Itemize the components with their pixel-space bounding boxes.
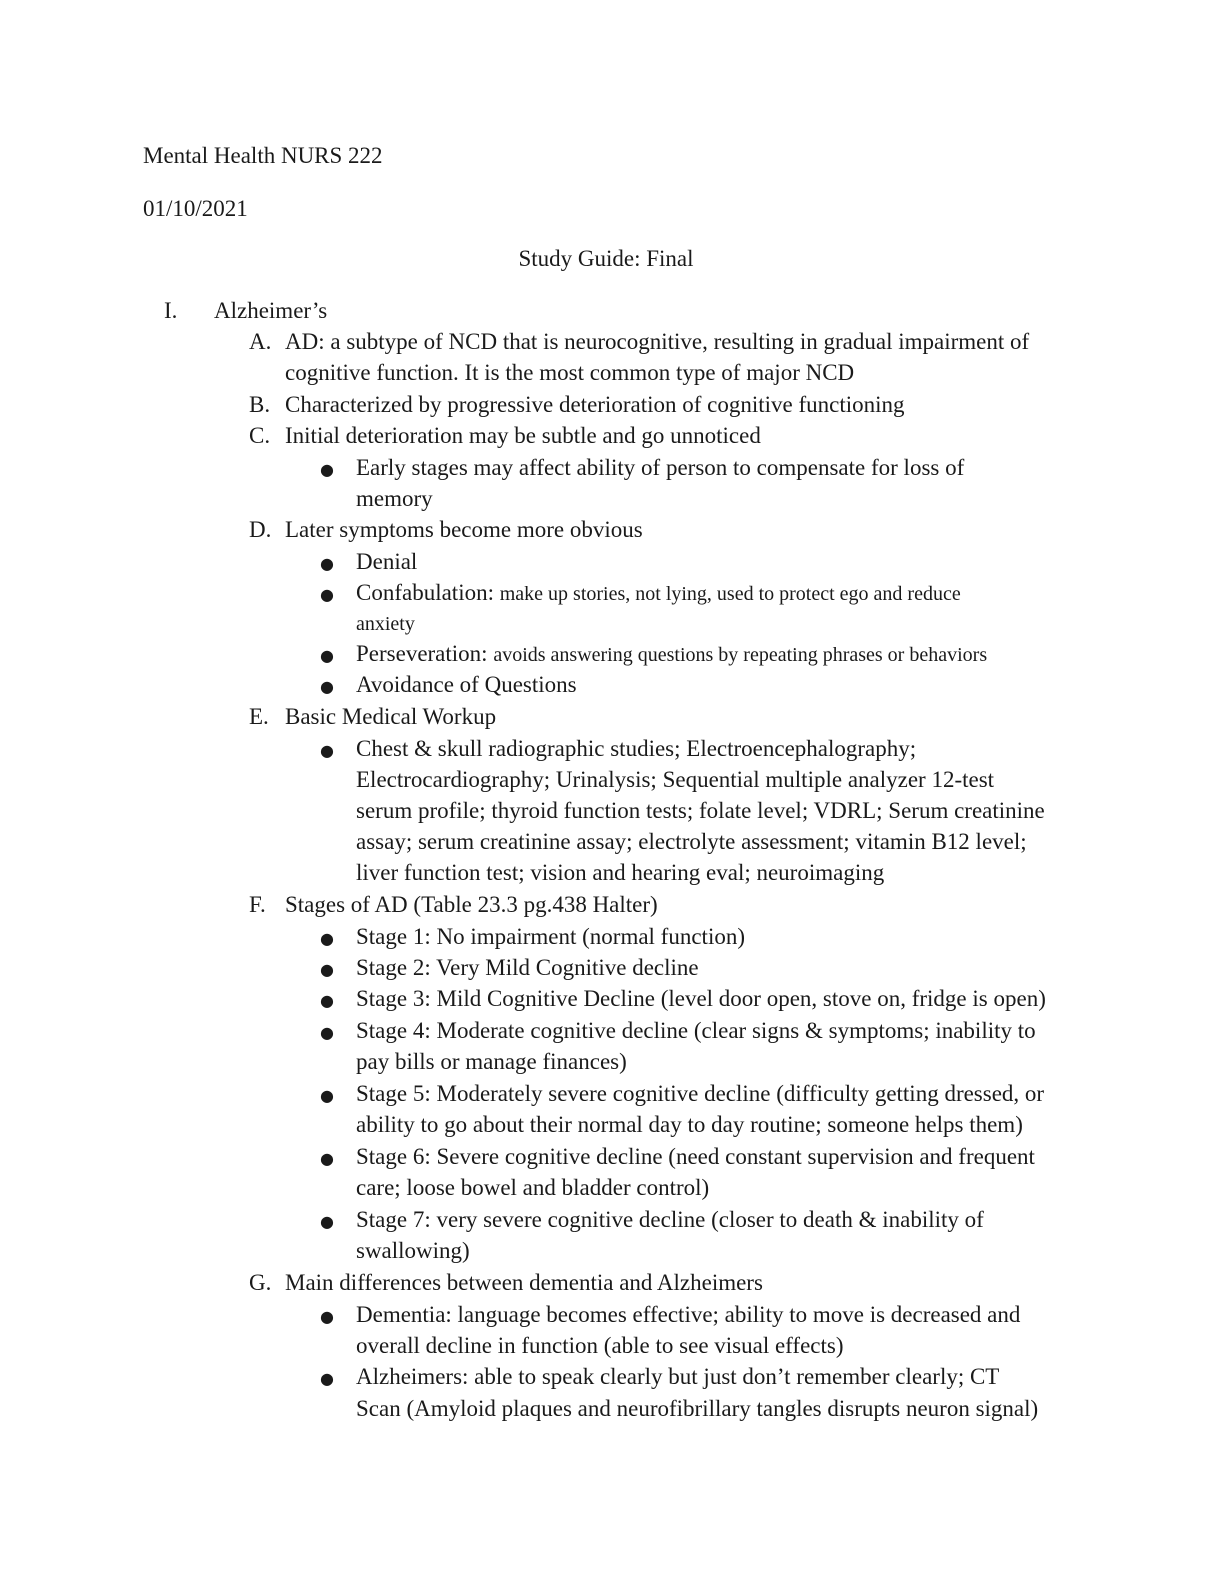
- document-date: 01/10/2021: [143, 196, 248, 221]
- bullet-text-line: [356, 638, 987, 671]
- bullet-text-line: [356, 577, 961, 610]
- item-text-line: Main differences between dementia and Alzheimers: [285, 1270, 763, 1295]
- bullet-glyph: ●: [320, 585, 334, 604]
- bullet-text-line: liver function test; vision and hearing eval; neuroimaging: [356, 860, 885, 885]
- bullet-text-line: memory: [356, 486, 433, 511]
- bullet-text-line: Stage 2: Very Mild Cognitive decline: [356, 955, 699, 980]
- bullet-text-line: overall decline in function (able to see visual effects): [356, 1333, 844, 1358]
- item-text-line: Basic Medical Workup: [285, 704, 497, 729]
- bullet-text-line: assay; serum creatinine assay; electrolyte assessment; vitamin B12 level;: [356, 829, 1027, 854]
- item-text-line: AD: a subtype of NCD that is neurocognitive, resulting in gradual impairment of: [285, 329, 1030, 354]
- bullet-text-line: Stage 7: very severe cognitive decline (closer to death & inability of: [356, 1207, 984, 1232]
- bullet-glyph: ●: [320, 1212, 334, 1231]
- bullet-glyph: ●: [320, 960, 334, 979]
- item-letter: E.: [249, 704, 269, 729]
- item-letter: F.: [249, 892, 266, 917]
- term-description: avoids answering questions by repeating phrases or behaviors: [493, 644, 988, 666]
- term-description: make up stories, not lying, used to protect ego and reduce: [499, 583, 961, 605]
- bullet-glyph: ●: [320, 677, 334, 696]
- bullet-glyph: ●: [320, 460, 334, 479]
- bullet-glyph: ●: [320, 929, 334, 948]
- bullet-text-line: Stage 4: Moderate cognitive decline (clear signs & symptoms; inability to: [356, 1018, 1036, 1043]
- section-number: I.: [164, 298, 178, 323]
- bullet-text-line: Stage 5: Moderately severe cognitive decline (difficulty getting dressed, or: [356, 1081, 1045, 1106]
- bullet-text-line: pay bills or manage finances): [356, 1049, 627, 1074]
- bullet-text-line: swallowing): [356, 1238, 470, 1263]
- document-title: Study Guide: Final: [518, 246, 694, 271]
- bullet-glyph: ●: [320, 554, 334, 573]
- bullet-text-line: Stage 1: No impairment (normal function): [356, 924, 745, 949]
- item-text-line: Later symptoms become more obvious: [285, 517, 643, 542]
- bullet-glyph: ●: [320, 1307, 334, 1326]
- bullet-glyph: ●: [320, 1023, 334, 1042]
- item-letter: D.: [249, 517, 272, 542]
- item-letter: A.: [249, 329, 272, 354]
- bullet-text-line: Chest & skull radiographic studies; Electroencephalography;: [356, 736, 917, 761]
- item-text-line: cognitive function. It is the most common type of major NCD: [285, 360, 855, 385]
- bullet-text-line: Stage 3: Mild Cognitive Decline (level door open, stove on, fridge is open): [356, 986, 1046, 1011]
- bullet-text-line: Dementia: language becomes effective; ability to move is decreased and: [356, 1302, 1021, 1327]
- item-text-line: Initial deterioration may be subtle and go unnoticed: [285, 423, 761, 448]
- bullet-text-line: care; loose bowel and bladder control): [356, 1175, 710, 1200]
- bullet-text-line: Denial: [356, 549, 418, 574]
- term: Confabulation:: [356, 580, 494, 605]
- bullet-text-line: Electrocardiography; Urinalysis; Sequential multiple analyzer 12-test: [356, 767, 995, 792]
- bullet-glyph: ●: [320, 1086, 334, 1105]
- bullet-glyph: ●: [320, 646, 334, 665]
- bullet-glyph: ●: [320, 741, 334, 760]
- bullet-glyph: ●: [320, 1149, 334, 1168]
- section-title: Alzheimer’s: [214, 298, 328, 323]
- bullet-text-line: Avoidance of Questions: [356, 672, 577, 697]
- bullet-text-line: serum profile; thyroid function tests; folate level; VDRL; Serum creatinine: [356, 798, 1045, 823]
- bullet-text-line: ability to go about their normal day to day routine; someone helps them): [356, 1112, 1023, 1137]
- term-description-cont: anxiety: [356, 613, 415, 635]
- item-text-line: Stages of AD (Table 23.3 pg.438 Halter): [285, 892, 658, 917]
- term: Perseveration:: [356, 641, 488, 666]
- item-letter: C.: [249, 423, 271, 448]
- item-letter: B.: [249, 392, 271, 417]
- bullet-glyph: ●: [320, 1369, 334, 1388]
- item-letter: G.: [249, 1270, 272, 1295]
- course-name: Mental Health NURS 222: [143, 143, 383, 168]
- bullet-text-line: Stage 6: Severe cognitive decline (need constant supervision and frequent: [356, 1144, 1035, 1169]
- item-text-line: Characterized by progressive deterioration of cognitive functioning: [285, 392, 905, 417]
- bullet-text-line: Early stages may affect ability of person to compensate for loss of: [356, 455, 965, 480]
- bullet-text-line: Scan (Amyloid plaques and neurofibrillary tangles disrupts neuron signal): [356, 1396, 1039, 1421]
- bullet-glyph: ●: [320, 991, 334, 1010]
- bullet-text-line: Alzheimers: able to speak clearly but just don’t remember clearly; CT: [356, 1364, 1000, 1389]
